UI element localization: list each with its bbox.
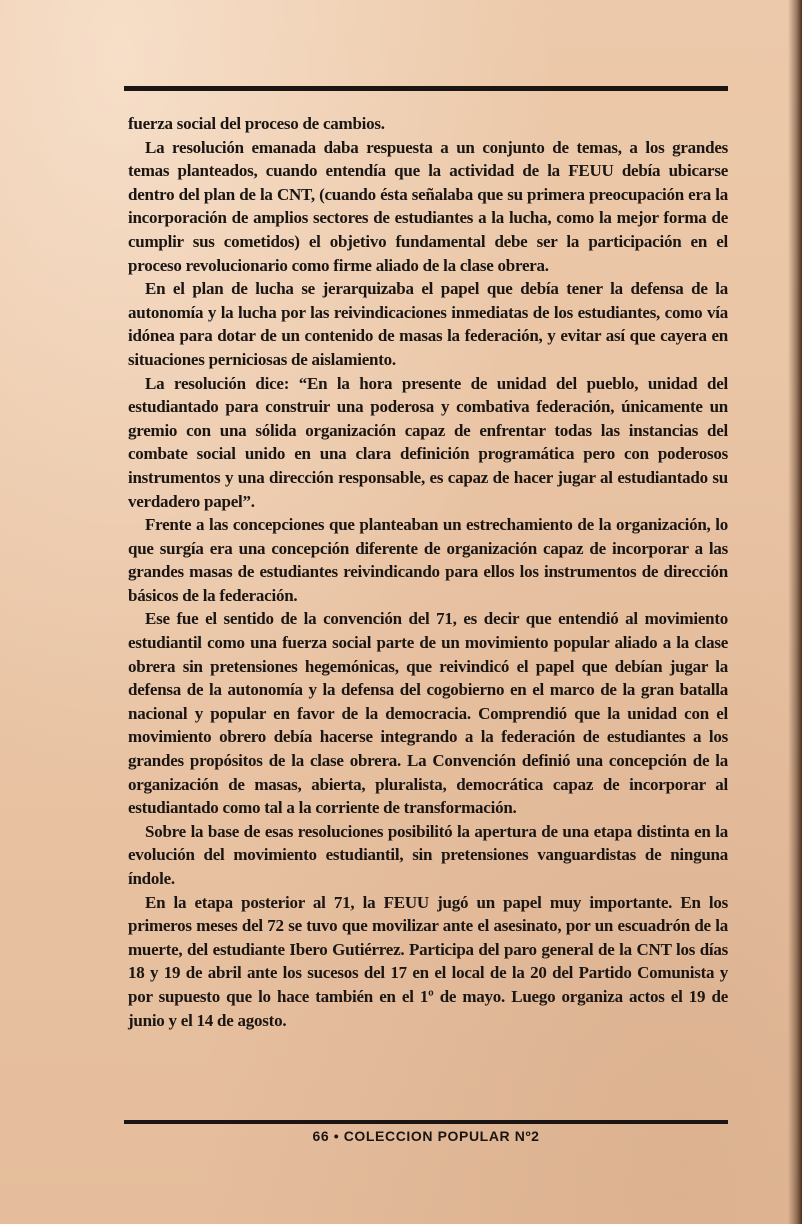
paragraph-8: En la etapa posterior al 71, la FEUU jugó un papel muy importante. En los primeros meses del 72 se tuvo que movilizar ante el asesinato, por un escuadrón de la muerte, del estudiante Ibero Gutiérrez. Participa del paro general de la CNT los días 18 y 19 de abril ante los sucesos del 17 en el local de la 20 del Partido Comunista y por supuesto que lo hace también en el 1º de mayo. Luego organiza actos el 19 de junio y el 14 de agosto. [128,892,728,1030]
paragraph-5: Frente a las concepciones que planteaban un estrechamiento de la organización, lo que surgía era una concepción diferente de organización capaz de incorporar a las grandes masas de estudiantes reivindicando para ellos los instrumentos de dirección básicos de la federación. [128,515,728,605]
paragraph-1: fuerza social del proceso de cambios. [128,114,385,133]
bottom-rule [124,1120,728,1124]
paragraph-3: En el plan de lucha se jerarquizaba el papel que debía tener la defensa de la autonomía y la lucha por las reivindicaciones inmediatas de los estudiantes, como vía idónea para dotar de un contenido de masas la federación, y evitar así que cayera en situaciones perniciosas de aislamiento. [128,279,728,369]
page-footer: 66 • COLECCION POPULAR Nº2 [312,1128,540,1144]
body-text [128,112,728,1032]
paragraph-4: La resolución dice: “En la hora presente de unidad del pueblo, unidad del estudiantado para construir una poderosa y combativa federación, únicamente un gremio con una sólida organización capaz de enfrentar todas las instancias del combate social unido en una clara definición programática pero con poderosos instrumentos y una dirección responsable, es capaz de hacer jugar al estudiantado su verdadero papel”. [128,373,728,511]
top-rule [124,86,728,91]
paragraph-6: Ese fue el sentido de la convención del 71, es decir que entendió al movimiento estudiantil como una fuerza social parte de un movimiento popular aliado a la clase obrera sin pretensiones hegemónicas, que reivindicó el papel que debían jugar la defensa de la autonomía y la defensa del cogobierno en el marco de la gran batalla nacional y popular en favor de la democracia. Comprendió que la unidad con el movimiento obrero debía hacerse integrando a la federación de estudiantes a los grandes propósitos de la clase obrera. La Convención definió una concepción de la organización de masas, abierta, pluralista, democrática capaz de incorporar al estudiantado como tal a la corriente de transformación. [128,609,728,818]
paragraph-7: Sobre la base de esas resoluciones posibilitó la apertura de una etapa distinta en la evolución del movimiento estudiantil, sin pretensiones vanguardistas de ninguna índole. [128,821,728,888]
paragraph-2: La resolución emanada daba respuesta a un conjunto de temas, a los grandes temas planteados, cuando entendía que la actividad de la FEUU debía ubicarse dentro del plan de la CNT, (cuando ésta señalaba que su primera preocupación era la incorporación de amplios sectores de estudiantes a la lucha, como la mejor forma de cumplir sus cometidos) el objetivo fundamental debe ser la participación en el proceso revolucionario como firme aliado de la clase obrera. [128,137,728,275]
page-edge-shadow [788,0,802,1224]
